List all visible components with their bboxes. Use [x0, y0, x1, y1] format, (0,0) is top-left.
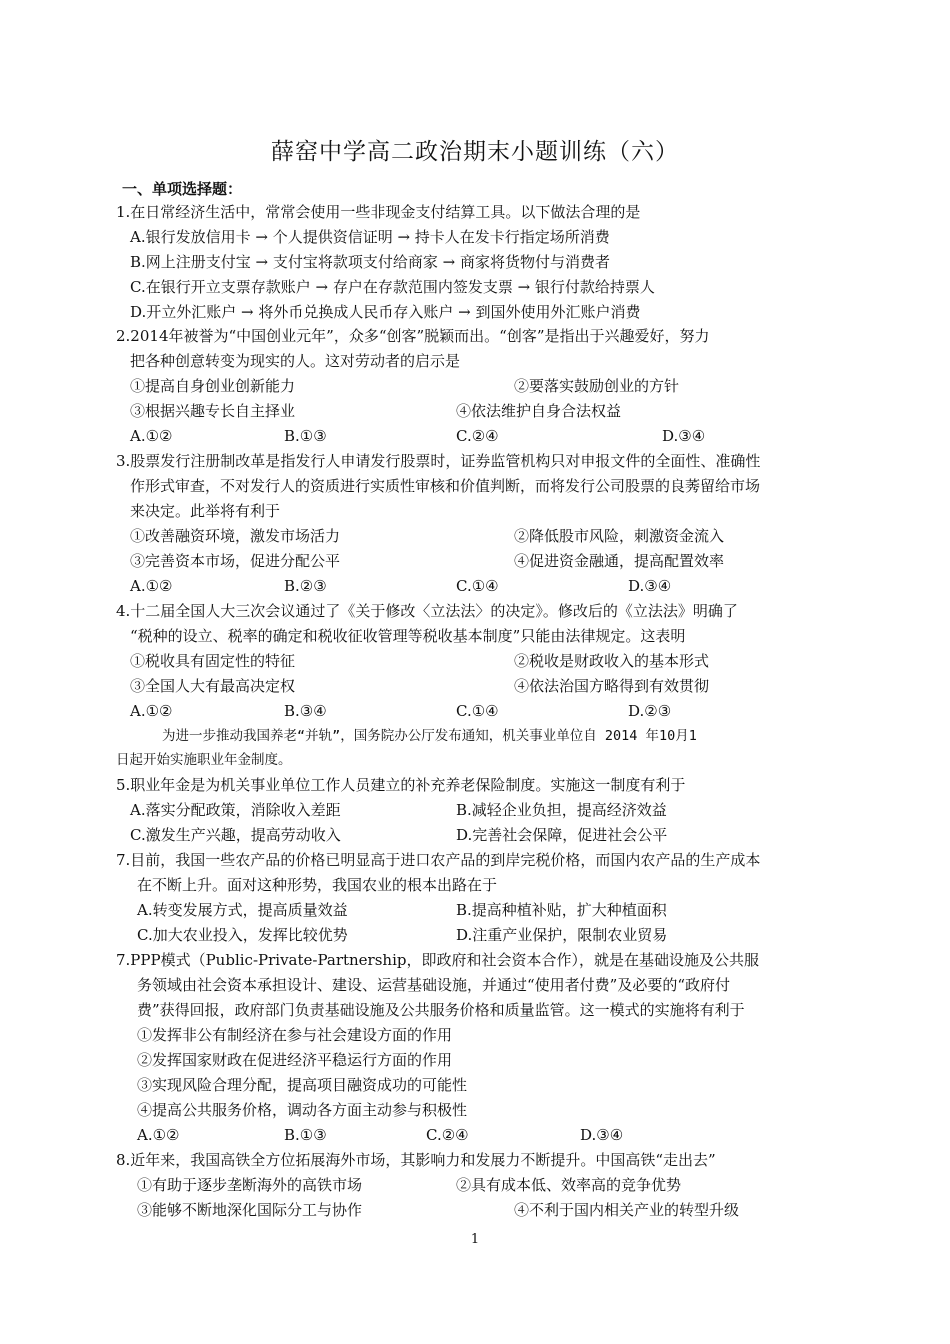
statement-item: ①有助于逐步垄断海外的高铁市场	[137, 1176, 363, 1194]
question-stem: 8.近年来，我国高铁全方位拓展海外市场，其影响力和发展力不断提升。中国高铁“走出去”	[116, 1151, 716, 1169]
question-stem: 7.目前，我国一些农产品的价格已明显高于进口农产品的到岸完税价格，而国内农产品的生产成本	[116, 851, 761, 869]
question-stem-cont: 作形式审查，不对发行人的资质进行实质性审核和价值判断，而将发行公司股票的良莠留给市场	[130, 477, 761, 495]
question-stem: 7.PPP模式（Public-Private-Partnership，即政府和社会资本合作），就是在基础设施及公共服	[116, 951, 759, 969]
option-d: D.完善社会保障，促进社会公平	[456, 826, 668, 844]
question-stem-cont: 务领域由社会资本承担设计、建设、运营基础设施，并通过“使用者付费”及必要的“政府付	[137, 976, 731, 994]
option-c: C.激发生产兴趣，提高劳动收入	[130, 826, 341, 844]
section-heading: 一、单项选择题：	[122, 180, 243, 198]
option-d: D.注重产业保护，限制农业贸易	[456, 926, 668, 944]
material-text: 为进一步推动我国养老“并轨”，国务院办公厅发布通知，机关事业单位自 2014 年10月1	[162, 728, 697, 744]
option-b: B.提高种植补贴，扩大种植面积	[456, 901, 667, 919]
option-a: A.转变发展方式，提高质量效益	[137, 901, 348, 919]
option-c: C.在银行开立支票存款账户 → 存户在存款范围内签发支票 → 银行付款给持票人	[130, 278, 655, 296]
choice-a: A.①②	[130, 427, 173, 445]
statement-item: ④依法维护自身合法权益	[456, 402, 622, 420]
question-stem: 1.在日常经济生活中，常常会使用一些非现金支付结算工具。以下做法合理的是	[116, 203, 641, 221]
choice-d: D.③④	[628, 577, 672, 595]
statement-item: ①提高自身创业创新能力	[130, 377, 296, 395]
statement-item: ③根据兴趣专长自主择业	[130, 402, 296, 420]
statement-item: ①改善融资环境，激发市场活力	[130, 527, 341, 545]
statement-item: ③能够不断地深化国际分工与协作	[137, 1201, 363, 1219]
option-d: D.开立外汇账户 → 将外币兑换成人民币存入账户 → 到国外使用外汇账户消费	[130, 303, 641, 321]
question-stem: 5.职业年金是为机关事业单位工作人员建立的补充养老保险制度。实施这一制度有利于	[116, 776, 686, 794]
statement-item: ③完善资本市场，促进分配公平	[130, 552, 341, 570]
question-stem-cont: 把各种创意转变为现实的人。这对劳动者的启示是	[130, 352, 461, 370]
choice-b: B.②③	[284, 577, 327, 595]
choice-c: C.②④	[426, 1126, 469, 1144]
choice-b: B.③④	[284, 702, 327, 720]
choice-b: B.①③	[284, 1126, 327, 1144]
material-text-cont: 日起开始实施职业年金制度。	[116, 752, 292, 768]
choice-b: B.①③	[284, 427, 327, 445]
choice-d: D.③④	[580, 1126, 624, 1144]
choice-a: A.①②	[130, 702, 173, 720]
statement-item: ②税收是财政收入的基本形式	[514, 652, 710, 670]
statement-item: ①发挥非公有制经济在参与社会建设方面的作用	[137, 1026, 453, 1044]
option-a: A.银行发放信用卡 → 个人提供资信证明 → 持卡人在发卡行指定场所消费	[130, 228, 610, 246]
statement-item: ③全国人大有最高决定权	[130, 677, 296, 695]
choice-c: C.①④	[456, 702, 499, 720]
statement-item: ②降低股市风险，刺激资金流入	[514, 527, 725, 545]
page-number: 1	[470, 1232, 480, 1247]
choice-a: A.①②	[137, 1126, 180, 1144]
statement-item: ③实现风险合理分配，提高项目融资成功的可能性	[137, 1076, 468, 1094]
question-stem-cont: “税种的设立、税率的确定和税收征收管理等税收基本制度”只能由法律规定。这表明	[130, 627, 686, 645]
question-stem: 2.2014年被誉为“中国创业元年”，众多“创客”脱颖而出。“创客”是指出于兴趣爱好，努力	[116, 327, 710, 345]
question-stem-cont: 在不断上升。面对这种形势，我国农业的根本出路在于	[137, 876, 498, 894]
statement-item: ②具有成本低、效率高的竞争优势	[456, 1176, 682, 1194]
option-a: A.落实分配政策，消除收入差距	[130, 801, 341, 819]
page-title: 薛窑中学高二政治期末小题训练（六）	[271, 139, 679, 165]
statement-item: ④促进资金融通，提高配置效率	[514, 552, 725, 570]
question-stem-cont: 来决定。此举将有利于	[130, 502, 281, 520]
option-c: C.加大农业投入，发挥比较优势	[137, 926, 348, 944]
statement-item: ④依法治国方略得到有效贯彻	[514, 677, 710, 695]
question-stem: 4.十二届全国人大三次会议通过了《关于修改〈立法法〉的决定》。修改后的《立法法》明确了	[116, 602, 738, 620]
choice-c: C.①④	[456, 577, 499, 595]
choice-c: C.②④	[456, 427, 499, 445]
option-b: B.减轻企业负担，提高经济效益	[456, 801, 667, 819]
choice-a: A.①②	[130, 577, 173, 595]
statement-item: ④提高公共服务价格，调动各方面主动参与积极性	[137, 1101, 468, 1119]
question-stem: 3.股票发行注册制改革是指发行人申请发行股票时，证券监管机构只对申报文件的全面性、准确性	[116, 452, 761, 470]
statement-item: ④不利于国内相关产业的转型升级	[514, 1201, 740, 1219]
question-stem-cont: 费”获得回报，政府部门负责基础设施及公共服务价格和质量监管。这一模式的实施将有利于	[137, 1001, 745, 1019]
choice-d: D.③④	[662, 427, 706, 445]
statement-item: ②要落实鼓励创业的方针	[514, 377, 680, 395]
option-b: B.网上注册支付宝 → 支付宝将款项支付给商家 → 商家将货物付与消费者	[130, 253, 611, 271]
choice-d: D.②③	[628, 702, 672, 720]
statement-item: ①税收具有固定性的特征	[130, 652, 296, 670]
statement-item: ②发挥国家财政在促进经济平稳运行方面的作用	[137, 1051, 453, 1069]
